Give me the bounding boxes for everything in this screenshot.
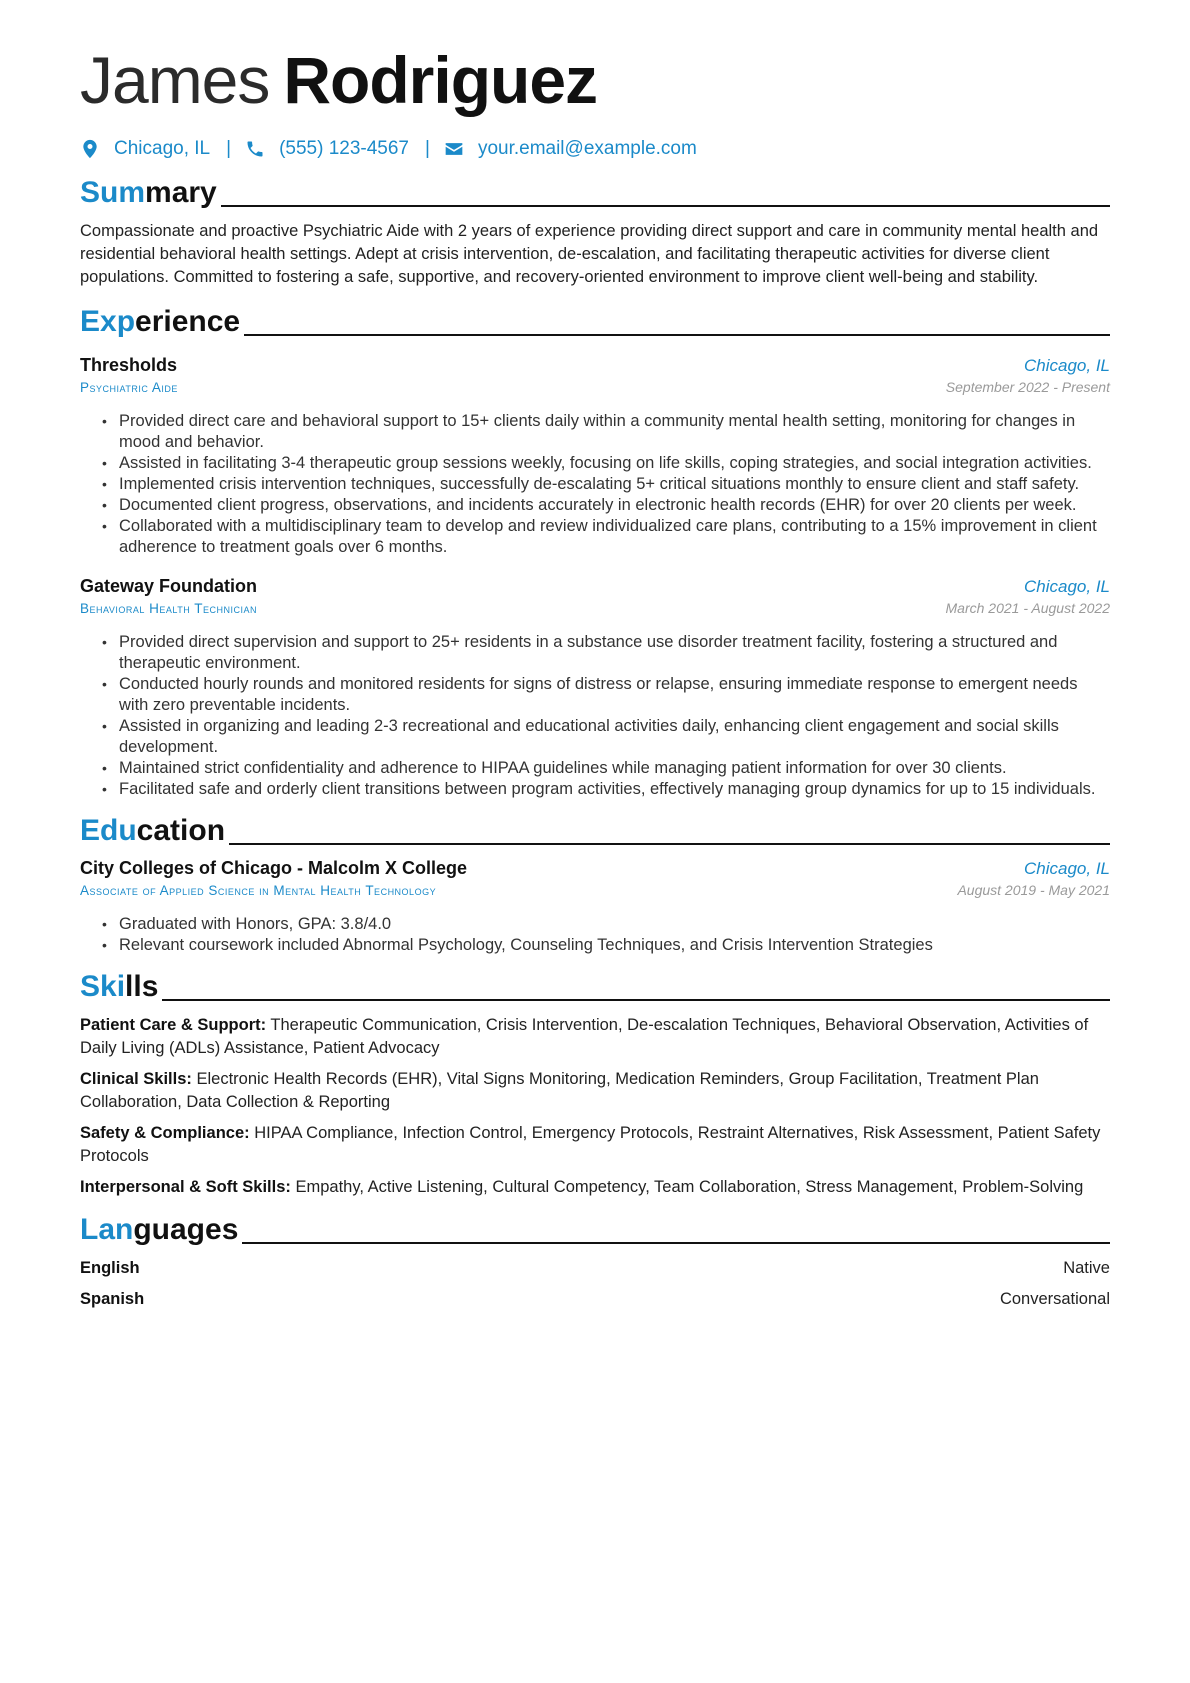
job-role: Behavioral Health Technician — [80, 601, 257, 616]
education-heading — [80, 810, 1110, 850]
bullet-item: • Graduated with Honors, GPA: 3.8/4.0 — [102, 914, 1110, 935]
education-bullets — [80, 914, 1110, 956]
skill-group — [80, 1122, 1110, 1168]
bullet-item: • Documented client progress, observations, and incidents accurately in electronic health records (EHR) for over 20 clients per week. — [102, 495, 1110, 516]
job-dates: September 2022 - Present — [945, 379, 1110, 395]
skill-items: Therapeutic Communication, Crisis Intervention, De-escalation Techniques, Behavioral Observation, Activities of Daily Living (ADLs) Assistance, Patient Advocacy — [80, 1016, 1089, 1057]
bullet-item: • Conducted hourly rounds and monitored residents for signs of distress or relapse, ensuring immediate response to emergent needs with zero preventable incidents. — [102, 674, 1110, 716]
first-name: James — [80, 43, 270, 117]
bullet-item: • Provided direct supervision and support to 25+ residents in a substance use disorder treatment facility, fostering a structured and therapeutic environment. — [102, 632, 1110, 674]
language-name: English — [80, 1259, 140, 1277]
job-org: Gateway Foundation — [80, 576, 258, 596]
contact-location — [80, 138, 210, 160]
bullet-item: • Facilitated safe and orderly client transitions between program activities, effectively managing group dynamics for up to 15 individuals. — [102, 779, 1110, 800]
job-bullets — [80, 411, 1110, 558]
bullet-item: • Assisted in organizing and leading 2-3 recreational and educational activities daily, enhancing client engagement and social skills development. — [102, 716, 1110, 758]
education-entry — [80, 858, 1110, 956]
job-entry — [80, 576, 1110, 800]
section-rule — [221, 205, 1110, 207]
summary-text: Compassionate and proactive Psychiatric Aide with 2 years of experience providing direct support and care in community mental health and residential behavioral health settings. Adept at crisis intervention, de-escalation, and facilitating therapeutic activities for diverse client populations. Committed to fostering a safe, supportive, and recovery-oriented environment to improve client well-being and stability. — [80, 222, 1099, 286]
skill-group — [80, 1068, 1110, 1114]
skill-items: HIPAA Compliance, Infection Control, Emergency Protocols, Restraint Alternatives, Risk Assessment, Patient Safety Protocols — [80, 1124, 1101, 1165]
job-role: Psychiatric Aide — [80, 380, 178, 395]
language-level: Conversational — [999, 1290, 1110, 1308]
summary-heading — [80, 172, 1110, 212]
bullet-item: • Maintained strict confidentiality and adherence to HIPAA guidelines while managing patient information for over 30 clients. — [102, 758, 1110, 779]
job-location: Chicago, IL — [1024, 356, 1110, 375]
section-title: Summary — [80, 176, 217, 209]
section-rule — [242, 1242, 1110, 1244]
contact-separator: | — [425, 138, 430, 159]
section-rule — [229, 843, 1110, 845]
section-title: Skills — [80, 970, 159, 1003]
bullet-item: • Collaborated with a multidisciplinary team to develop and review individualized care plans, contributing to a 15% improvement in client adherence to treatment goals over 6 months. — [102, 516, 1110, 558]
experience-heading — [80, 301, 1110, 341]
skill-label: Safety & Compliance: — [80, 1124, 250, 1142]
map-pin-icon — [80, 139, 100, 159]
contact-separator: | — [226, 138, 232, 159]
email-text: your.email@example.com — [477, 138, 697, 159]
section-title: Education — [80, 814, 226, 847]
bullet-item: • Assisted in facilitating 3-4 therapeutic group sessions weekly, focusing on life skills, coping strategies, and social integration activities. — [102, 453, 1110, 474]
school-name: City Colleges of Chicago - Malcolm X College — [80, 858, 468, 878]
languages-heading — [80, 1209, 1110, 1249]
section-title: Experience — [80, 305, 241, 338]
contact-phone[interactable] — [245, 138, 409, 160]
job-dates: March 2021 - August 2022 — [945, 600, 1110, 616]
job-entry — [80, 355, 1110, 558]
candidate-name — [80, 40, 1110, 120]
section-rule — [244, 334, 1110, 336]
job-bullets — [80, 632, 1110, 800]
contact-bar — [80, 134, 1110, 164]
location-text: Chicago, IL — [114, 138, 211, 159]
skill-items: Empathy, Active Listening, Cultural Competency, Team Collaboration, Stress Management, Problem-Solving — [295, 1178, 1084, 1196]
skill-label: Interpersonal & Soft Skills: — [80, 1178, 291, 1196]
job-location: Chicago, IL — [1024, 577, 1110, 596]
contact-email[interactable] — [444, 138, 697, 160]
bullet-item: • Provided direct care and behavioral support to 15+ clients daily within a community mental health setting, monitoring for changes in mood and behavior. — [102, 411, 1110, 453]
phone-icon — [245, 139, 265, 159]
phone-text: (555) 123-4567 — [279, 138, 409, 159]
skill-group — [80, 1014, 1110, 1060]
envelope-icon — [444, 139, 464, 159]
skill-items: Electronic Health Records (EHR), Vital Signs Monitoring, Medication Reminders, Group Facilitation, Treatment Plan Collaboration, Data Collection & Reporting — [80, 1070, 1039, 1111]
degree: Associate of Applied Science in Mental Health Technology — [80, 883, 437, 898]
skill-label: Patient Care & Support: — [80, 1016, 267, 1034]
language-level: Native — [1063, 1259, 1110, 1277]
last-name: Rodriguez — [283, 43, 598, 117]
skill-label: Clinical Skills: — [80, 1070, 192, 1088]
skill-group — [80, 1176, 1110, 1199]
language-row — [80, 1288, 1110, 1311]
job-org: Thresholds — [80, 355, 178, 375]
skills-heading — [80, 966, 1110, 1006]
section-rule — [162, 999, 1110, 1001]
bullet-item: • Relevant coursework included Abnormal Psychology, Counseling Techniques, and Crisis Intervention Strategies — [102, 935, 1110, 956]
bullet-item: • Implemented crisis intervention techniques, successfully de-escalating 5+ critical situations monthly to ensure client and staff safety. — [102, 474, 1110, 495]
education-dates: August 2019 - May 2021 — [957, 882, 1110, 898]
school-location: Chicago, IL — [1024, 859, 1110, 878]
language-name: Spanish — [80, 1290, 145, 1308]
language-row — [80, 1257, 1110, 1280]
section-title: Languages — [80, 1213, 239, 1246]
